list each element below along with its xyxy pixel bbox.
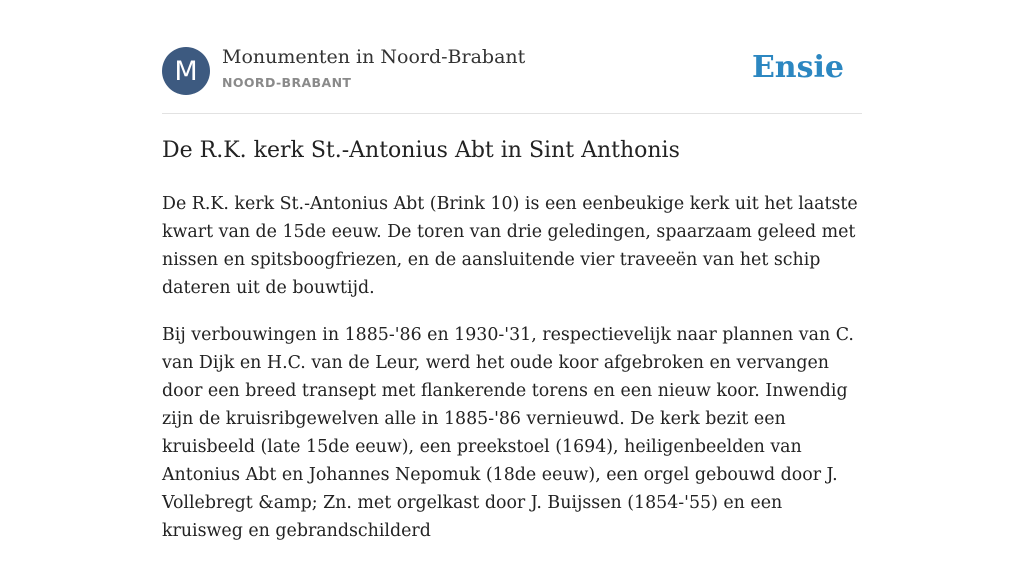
- paragraph: Bij verbouwingen in 1885-'86 en 1930-'31, respectievelijk naar plannen van C. van Dijk en H.C. van de Leur, werd het oude koor afgebroken en vervangen door een breed transept met flankerende torens en een nieuw koor. Inwendig zijn de kruisribgewelven alle in 1885-'86 vernieuwd. De kerk bezit een kruisbeeld (late 15de eeuw), een preekstoel (1694), heiligenbeelden van Antonius Abt en Johannes Nepomuk (18de eeuw), een orgel gebouwd door J. Vollebregt &amp; Zn. met orgelkast door J. Buijssen (1854-'55) en een kruisweg en gebrandschilderd: [162, 325, 854, 541]
- article-title: De R.K. kerk St.-Antonius Abt in Sint Anthonis: [162, 138, 680, 163]
- article-body: [162, 190, 862, 564]
- page-container: [162, 0, 862, 541]
- header: [162, 0, 862, 114]
- site-title[interactable]: Monumenten in Noord-Brabant: [222, 46, 526, 68]
- paragraph: De R.K. kerk St.-Antonius Abt (Brink 10) is een eenbeukige kerk uit het laatste kwart van de 15de eeuw. De toren van drie geledingen, spaarzaam geleed met nissen en spitsboogfriezen, en de aansluitende vier traveeën van het schip dateren uit de bouwtijd.: [162, 194, 858, 298]
- ensie-logo[interactable]: Ensie: [751, 50, 844, 85]
- region-label[interactable]: NOORD-BRABANT: [222, 75, 352, 90]
- avatar: M: [162, 47, 210, 95]
